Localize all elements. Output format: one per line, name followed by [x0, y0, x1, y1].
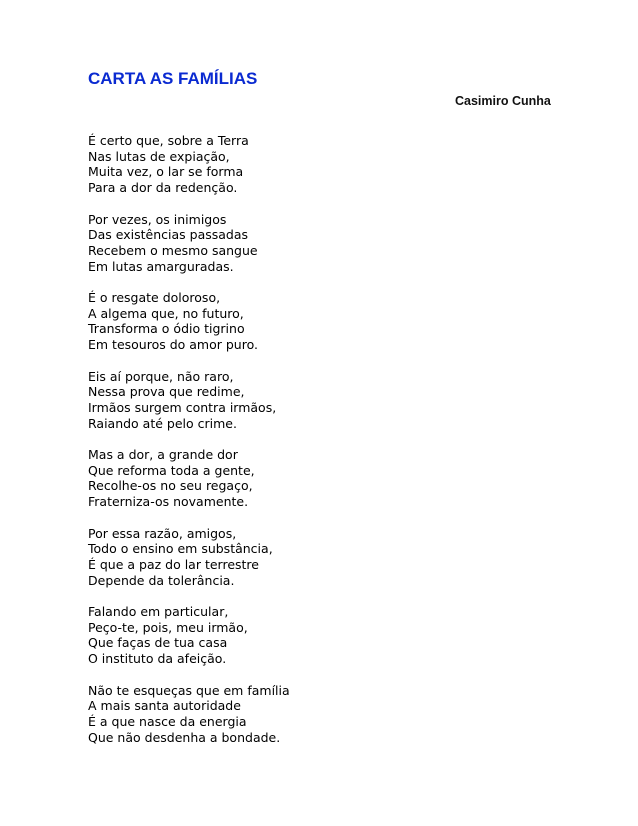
- poem-body: [88, 133, 508, 761]
- poem-line: Nessa prova que redime,: [88, 384, 245, 400]
- poem-author: Casimiro Cunha: [455, 94, 551, 108]
- poem-stanza: [88, 604, 508, 667]
- poem-stanza: [88, 526, 508, 589]
- poem-line: O instituto da afeição.: [88, 651, 227, 667]
- poem-line: Fraterniza-os novamente.: [88, 494, 249, 510]
- poem-line: Peço-te, pois, meu irmão,: [88, 619, 248, 635]
- poem-line: A mais santa autoridade: [88, 698, 241, 714]
- poem-line: Muita vez, o lar se forma: [88, 164, 244, 180]
- poem-line: Que reforma toda a gente,: [88, 462, 255, 478]
- poem-line: Das existências passadas: [88, 227, 249, 243]
- poem-stanza: [88, 683, 508, 746]
- poem-line: Mas a dor, a grande dor: [88, 447, 238, 462]
- poem-stanza: [88, 133, 508, 196]
- poem-line: Raiando até pelo crime.: [88, 415, 237, 431]
- poem-line: É que a paz do lar terrestre: [88, 556, 259, 572]
- poem-line: Em tesouros do amor puro.: [88, 337, 258, 353]
- poem-stanza: [88, 369, 508, 432]
- poem-line: Nas lutas de expiação,: [88, 148, 230, 164]
- poem-line: Irmãos surgem contra irmãos,: [88, 399, 277, 415]
- poem-stanza: [88, 290, 508, 353]
- poem-line: Em lutas amarguradas.: [88, 258, 234, 274]
- poem-line: Não te esqueças que em família: [88, 682, 290, 698]
- poem-line: Eis aí porque, não raro,: [88, 368, 234, 384]
- poem-line: É o resgate doloroso,: [88, 290, 221, 305]
- poem-title: CARTA AS FAMÍLIAS: [88, 69, 258, 88]
- poem-line: Que faças de tua casa: [88, 635, 228, 651]
- poem-line: É a que nasce da energia: [88, 713, 247, 729]
- poem-line: Recebem o mesmo sangue: [88, 242, 258, 258]
- poem-line: Depende da tolerância.: [88, 572, 235, 588]
- poem-line: Recolhe-os no seu regaço,: [88, 478, 253, 494]
- poem-stanza: [88, 447, 508, 510]
- poem-line: Por vezes, os inimigos: [88, 211, 227, 227]
- poem-stanza: [88, 212, 508, 275]
- poem-line: É certo que, sobre a Terra: [88, 133, 249, 148]
- poem-line: A algema que, no futuro,: [88, 305, 244, 321]
- poem-line: Por essa razão, amigos,: [88, 525, 237, 541]
- poem-line: Para a dor da redenção.: [88, 180, 238, 196]
- poem-line: Falando em particular,: [88, 604, 229, 619]
- poem-line: Todo o ensino em substância,: [88, 541, 273, 557]
- poem-line: Transforma o ódio tigrino: [88, 321, 245, 337]
- poem-line: Que não desdenha a bondade.: [88, 729, 281, 745]
